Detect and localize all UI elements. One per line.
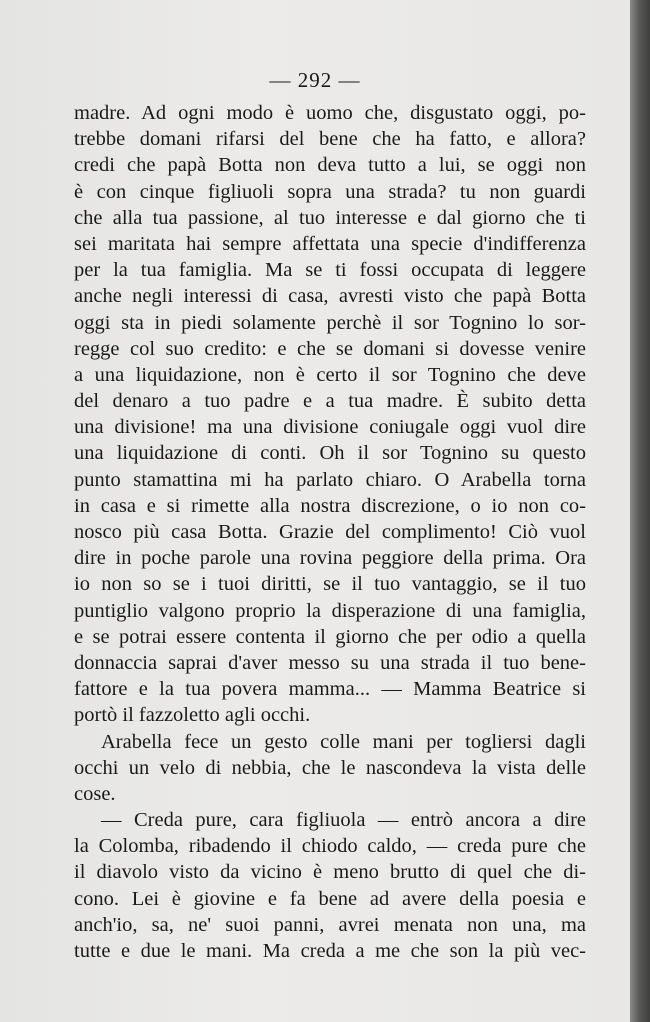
text-line: per la tua famiglia. Ma se ti fossi occupata di leggere (74, 259, 586, 282)
text-line: credi che papà Botta non deva tutto a lui, se oggi non (74, 154, 586, 177)
text-line: è con cinque figliuoli sopra una strada? tu non guardi (74, 180, 586, 203)
page-number: — 292 — (269, 68, 361, 92)
text-line: donnaccia saprai d'aver messo su una strada il tuo bene- (74, 651, 586, 674)
text-line: in casa e si rimette alla nostra discrezione, o io non co- (74, 494, 586, 517)
text-line: del denaro a tuo padre e a tua madre. È subito detta (74, 390, 586, 413)
book-spine-edge (630, 0, 650, 1022)
text-line: cono. Lei è giovine e fa bene ad avere della poesia e (74, 887, 586, 910)
text-line: sei maritata hai sempre affettata una specie d'indifferenza (74, 232, 586, 255)
text-line: il diavolo visto da vicino è meno brutto di quel che di- (74, 861, 586, 884)
text-line: e se potrai essere contenta il giorno che per odio a quella (74, 625, 586, 648)
text-line: fattore e la tua povera mamma... — Mamma Beatrice si (74, 678, 586, 701)
text-line: oggi sta in piedi solamente perchè il sor Tognino lo sor- (74, 311, 586, 334)
text-line: dire in poche parole una rovina peggiore della prima. Ora (74, 547, 586, 570)
text-line-paragraph-end: cose. (74, 782, 116, 805)
text-line: io non so se i tuoi diritti, se il tuo vantaggio, se il tuo (74, 573, 586, 596)
text-line-paragraph-end: portò il fazzoletto agli occhi. (74, 704, 311, 727)
body-text (74, 100, 586, 964)
text-line: una divisione! ma una divisione coniugale oggi vuol dire (74, 416, 586, 439)
text-line: anche negli interessi di casa, avresti visto che papà Botta (74, 285, 586, 308)
text-line: puntiglio valgono proprio la disperazione di una famiglia, (74, 599, 586, 622)
text-line-paragraph-start: — Creda pure, cara figliuola — entrò ancora a dire (101, 809, 586, 832)
text-line: regge col suo credito: e che se domani si dovesse venire (74, 337, 586, 360)
text-line: la Colomba, ribadendo il chiodo caldo, — creda pure che (74, 835, 586, 858)
text-line: che alla tua passione, al tuo interesse e dal giorno che ti (74, 206, 586, 229)
text-line: una liquidazione di conti. Oh il sor Tognino su questo (74, 442, 586, 465)
text-line: trebbe domani rifarsi del bene che ha fatto, e allora? (74, 128, 586, 151)
text-line: a una liquidazione, non è certo il sor Tognino che deve (74, 363, 586, 386)
text-line-paragraph-start: Arabella fece un gesto colle mani per togliersi dagli (101, 730, 586, 753)
text-line: tutte e due le mani. Ma creda a me che son la più vec- (74, 940, 586, 962)
text-line: nosco più casa Botta. Grazie del complimento! Ciò vuol (74, 521, 586, 543)
text-line: anch'io, sa, ne' suoi panni, avrei menata non una, ma (74, 913, 586, 936)
text-line: punto stamattina mi ha parlato chiaro. O Arabella torna (74, 468, 586, 491)
text-line: madre. Ad ogni modo è uomo che, disgustato oggi, po- (74, 102, 586, 124)
text-line: occhi un velo di nebbia, che le nascondeva la vista delle (74, 756, 586, 779)
